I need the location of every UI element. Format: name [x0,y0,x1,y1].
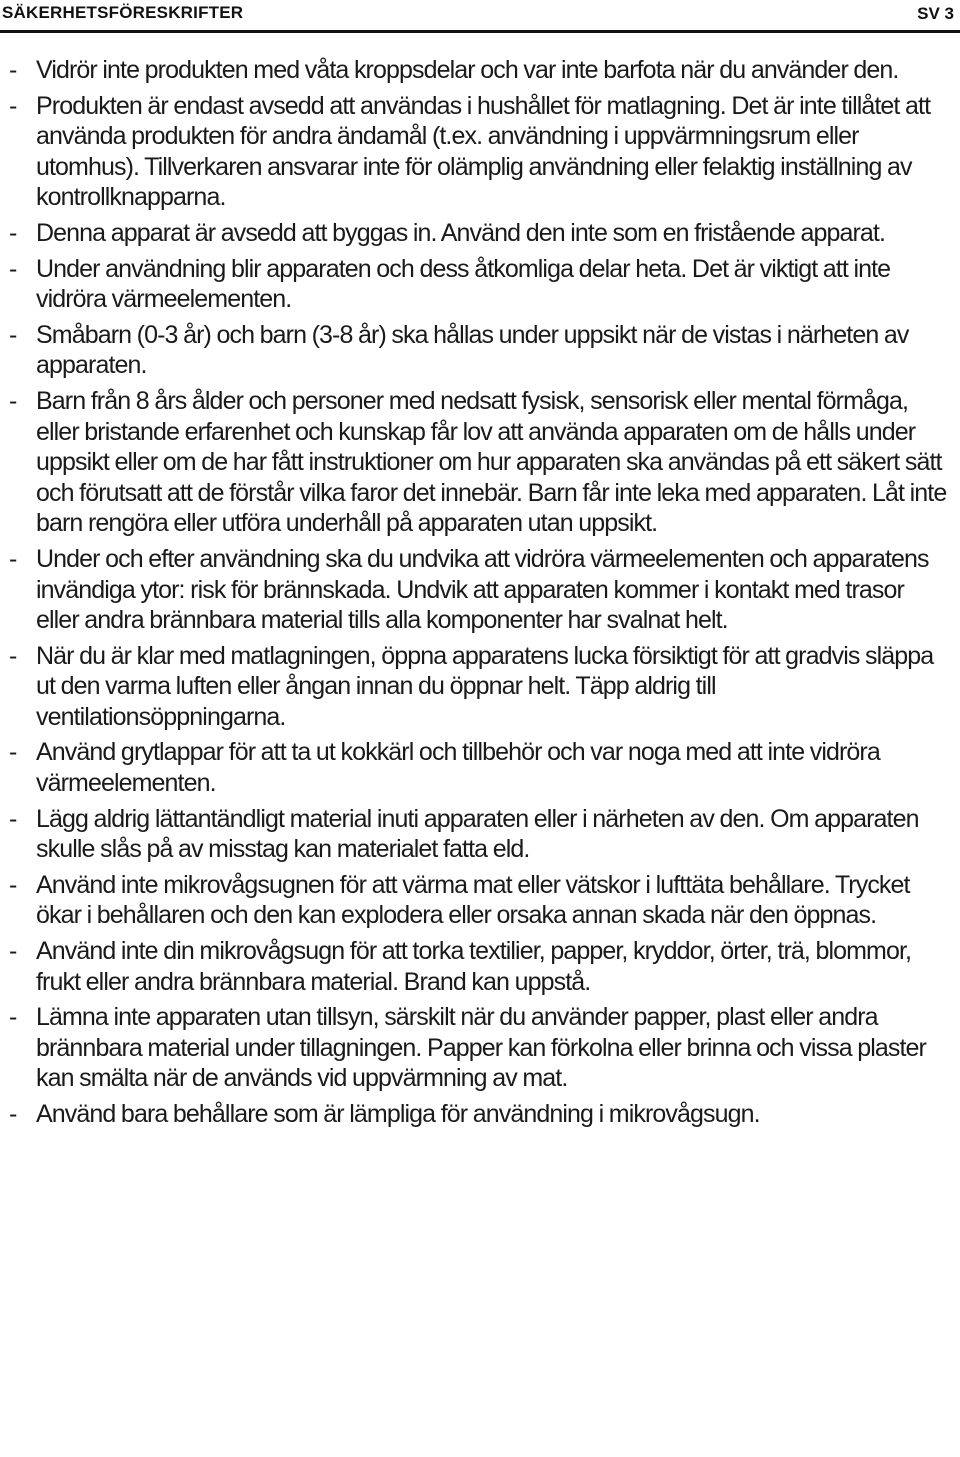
list-item [0,55,950,86]
safety-instructions-list [0,55,950,1135]
list-item [0,804,950,865]
bullet-dash: - [9,91,17,120]
bullet-dash: - [9,320,17,349]
bullet-dash: - [9,56,17,84]
list-item [0,1002,950,1094]
list-item-text: När du är klar med matlagningen, öppna apparatens lucka försiktigt för att gradvis släppa ut den varma luften eller ångan innan du öppnar helt. Täpp aldrig till ventilationsöppningarna. [36,641,934,731]
list-item-text: Lägg aldrig lättantändligt material inuti apparaten eller i närheten av den. Om apparaten skulle slås på av misstag kan materialet fatta eld. [36,804,919,864]
bullet-dash: - [9,544,17,573]
list-item-text: Lämna inte apparaten utan tillsyn, särskilt när du använder papper, plast eller andra brännbara material under tillagningen. Papper kan förkolna eller brinna och vissa plaster kan smälta när de används vid uppvärmning av mat. [36,1003,926,1093]
bullet-dash: - [9,641,17,670]
bullet-dash: - [9,870,17,899]
list-item-text: Under och efter användning ska du undvika att vidröra värmeelementen och apparatens invändiga ytor: risk för brännskada. Undvik att apparaten kommer i kontakt med trasor eller andra brännbara material tills alla komponenter har svalnat helt. [36,544,929,635]
list-item-text: Barn från 8 års ålder och personer med nedsatt fysisk, sensorisk eller mental förmåga, eller bristande erfarenhet och kunskap får lov att använda apparaten om de hålls under uppsikt eller om de har fått instruktioner om hur apparaten ska användas på ett säkert sätt och förutsatt att de förstår vilka faror det innebär. Barn får inte leka med apparaten. Låt inte barn rengöra eller utföra underhåll på apparaten utan uppsikt. [36,386,947,538]
bullet-dash: - [9,1003,17,1032]
bullet-dash: - [9,804,17,833]
bullet-dash: - [9,386,17,415]
list-item [0,936,950,997]
list-item-text: Denna apparat är avsedd att byggas in. Använd den inte som en fristående apparat. [36,218,886,247]
list-item-text: Småbarn (0-3 år) och barn (3-8 år) ska hållas under uppsikt när de vistas i närheten av apparaten. [36,320,909,380]
list-item-text: Produkten är endast avsedd att användas i hushållet för matlagning. Det är inte tillåtet att använda produkten för andra ändamål (t.ex. användning i uppvärmningsrum eller utomhus). Tillverkaren ansvarar inte för olämplig användning eller felaktig inställning av kontrollknapparna. [36,91,931,212]
list-item [0,254,950,315]
list-item-text: Använd bara behållare som är lämpliga för användning i mikrovågsugn. [36,1100,760,1128]
list-item [0,1099,950,1130]
list-item-text: Vidrör inte produkten med våta kroppsdelar och var inte barfota när du använder den. [36,56,899,84]
list-item [0,386,950,539]
list-item-text: Använd inte din mikrovågsugn för att torka textilier, papper, kryddor, örter, trä, blommor, frukt eller andra brännbara material. Brand kan uppstå. [36,937,912,996]
list-item [0,641,950,733]
list-item [0,320,950,381]
list-item [0,544,950,636]
list-item [0,91,950,213]
list-item-text: Använd inte mikrovågsugnen för att värma mat eller vätskor i lufttäta behållare. Trycket ökar i behållaren och den kan explodera eller orsaka annan skada när den öppnas. [36,870,910,930]
bullet-dash: - [9,738,17,767]
bullet-dash: - [9,1100,17,1128]
header-divider [0,30,960,33]
page-header [0,0,960,30]
bullet-dash: - [9,937,17,966]
list-item-text: Under användning blir apparaten och dess åtkomliga delar heta. Det är viktigt att inte vidröra värmeelementen. [36,254,891,314]
list-item [0,737,950,798]
bullet-dash: - [9,254,17,283]
list-item [0,218,950,249]
list-item-text: Använd grytlappar för att ta ut kokkärl och tillbehör och var noga med att inte vidröra värmeelementen. [36,738,880,798]
page-number: SV 3 [917,4,954,23]
bullet-dash: - [9,218,17,247]
section-title: SÄKERHETSFÖRESKRIFTER [2,3,244,22]
list-item [0,870,950,931]
